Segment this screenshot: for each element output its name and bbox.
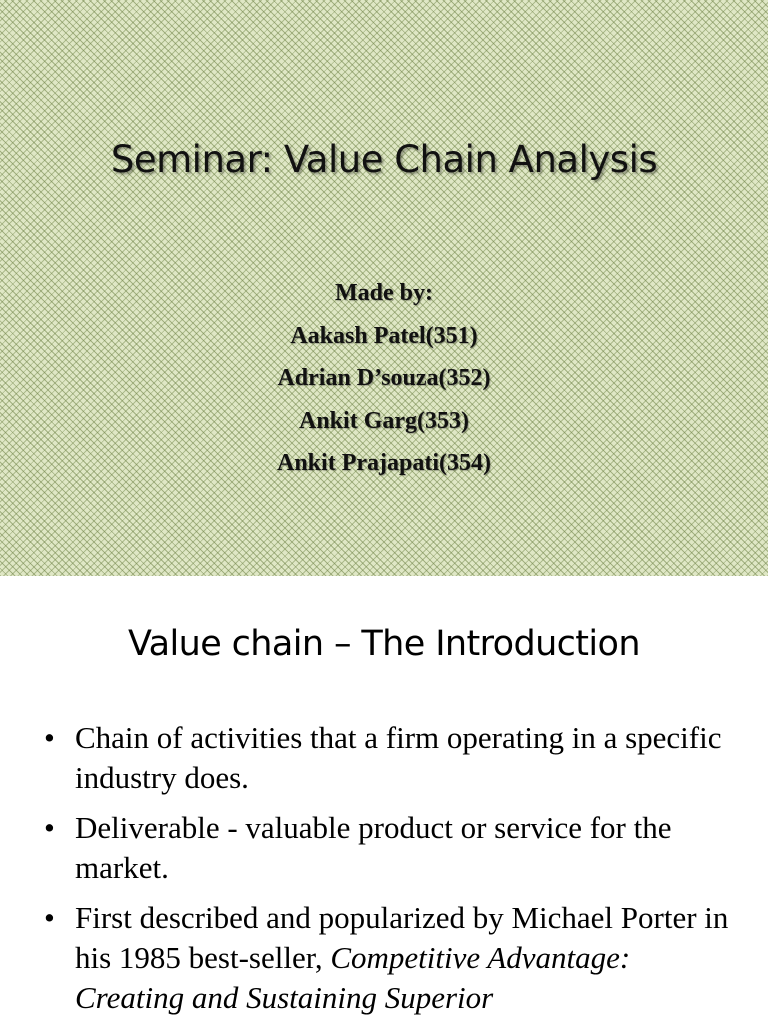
book-title: Competitive Advantage: Creating and Sustaining Superior: [75, 940, 631, 1015]
bullet-text: Deliverable - valuable product or service for the market.: [75, 810, 672, 885]
slide-heading: Value chain – The Introduction: [128, 624, 640, 664]
bullet-icon: •: [44, 720, 55, 755]
bullet-icon: •: [44, 900, 55, 935]
bullet-icon: •: [44, 810, 55, 845]
made-by-label: Made by:: [335, 280, 433, 306]
slide-title: Seminar: Value Chain Analysis: [110, 138, 658, 181]
author-name: Ankit Garg(353): [299, 407, 469, 434]
slide-divider: [0, 576, 768, 590]
bullet-item: [44, 718, 734, 798]
bullet-item: [44, 898, 734, 1018]
bullet-text: First described and popularized by Michael Porter in his 1985 best-seller,: [75, 900, 729, 975]
introduction-slide: [0, 590, 768, 1024]
author-name: Aakash Patel(351): [290, 322, 478, 349]
bullet-item: [44, 808, 734, 888]
author-name: Ankit Prajapati(354): [277, 450, 491, 476]
author-name: Adrian D’souza(352): [277, 365, 491, 391]
bullet-list: [44, 718, 734, 1024]
author-list: [0, 272, 768, 485]
bullet-text: Chain of activities that a firm operating in a specific industry does.: [75, 720, 722, 795]
